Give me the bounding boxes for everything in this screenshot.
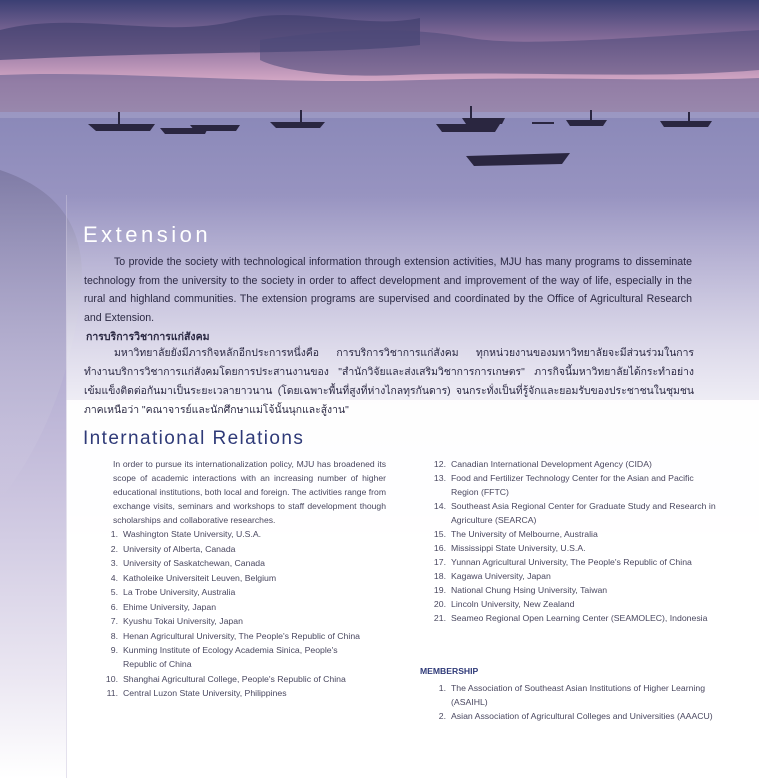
list-item-number: 1. xyxy=(110,529,118,539)
list-item xyxy=(428,611,718,625)
list-item xyxy=(100,556,370,570)
list-item xyxy=(428,681,718,709)
list-item xyxy=(428,499,718,527)
list-item xyxy=(428,471,718,499)
list-item-number: 7. xyxy=(110,616,118,626)
list-item-number: 14. xyxy=(433,501,446,511)
membership-list xyxy=(428,681,718,723)
list-item-number: 1. xyxy=(438,683,446,693)
list-item-number: 12. xyxy=(433,459,446,469)
list-item xyxy=(100,542,370,556)
list-item xyxy=(100,686,370,700)
list-item xyxy=(100,600,370,614)
list-item-name: University of Alberta, Canada xyxy=(123,543,236,554)
list-item-number: 20. xyxy=(433,599,446,609)
list-item-number: 15. xyxy=(433,529,446,539)
list-item-number: 3. xyxy=(110,558,118,568)
list-item xyxy=(428,457,718,471)
list-item-number: 18. xyxy=(433,571,446,581)
list-item-name: Seameo Regional Open Learning Center (SEAMOLEC), Indonesia xyxy=(451,613,708,623)
list-item-number: 10. xyxy=(105,673,118,684)
list-item-name: La Trobe University, Australia xyxy=(123,587,236,597)
list-item-name: Southeast Asia Regional Center for Graduate Study and Research in Agriculture (SEARCA) xyxy=(451,501,716,525)
list-item-name: Henan Agricultural University, The People's Republic of China xyxy=(123,630,360,641)
list-item-number: 17. xyxy=(433,557,446,567)
international-intro: In order to pursue its internationalization policy, MJU has broadened its scope of academic interactions with an increasing number of higher educational institutions, both local and foreign. The activities range from exchange visits, seminars and workshops to staff development though scholarships and collaborative researches. xyxy=(113,459,386,525)
list-item xyxy=(428,583,718,597)
list-item xyxy=(100,614,370,628)
list-item-name: Food and Fertilizer Technology Center for the Asian and Pacific Region (FFTC) xyxy=(451,473,694,497)
list-item-number: 6. xyxy=(110,601,118,612)
list-item xyxy=(428,527,718,541)
list-item-number: 2. xyxy=(110,543,118,554)
list-item xyxy=(100,527,370,541)
list-item-name: Washington State University, U.S.A. xyxy=(123,529,262,539)
list-item-name: National Chung Hsing University, Taiwan xyxy=(451,585,608,595)
list-item xyxy=(100,629,370,643)
membership-heading: MEMBERSHIP xyxy=(420,666,479,676)
list-item xyxy=(428,597,718,611)
partner-list-right xyxy=(428,457,718,625)
list-item-name: University of Saskatchewan, Canada xyxy=(123,558,265,568)
list-item-name: Canadian International Development Agency (CIDA) xyxy=(451,459,652,469)
list-item-name: Kagawa University, Japan xyxy=(451,571,551,581)
list-item xyxy=(428,541,718,555)
list-item-name: Central Luzon State University, Philippines xyxy=(123,688,287,698)
extension-title: Extension xyxy=(83,222,212,247)
list-item xyxy=(428,709,718,723)
list-item-name: Ehime University, Japan xyxy=(123,601,217,612)
list-item xyxy=(100,643,370,671)
list-item-name: Mississippi State University, U.S.A. xyxy=(451,543,586,553)
list-item-number: 11. xyxy=(106,688,118,698)
list-item-name: Katholeike Universiteit Leuven, Belgium xyxy=(123,572,277,583)
partner-list-left xyxy=(100,527,370,701)
international-relations-title: International Relations xyxy=(83,428,305,449)
list-item-name: Yunnan Agricultural University, The People's Republic of China xyxy=(451,557,692,567)
list-item-name: Lincoln University, New Zealand xyxy=(451,599,575,609)
list-item-number: 4. xyxy=(110,572,118,583)
list-item xyxy=(100,672,370,686)
thai-paragraph: มหาวิทยาลัยยังมีภารกิจหลักอีกประการหนึ่งคือ การบริการวิชาการแก่สังคม ทุกหน่วยงานของมหาวิทยาลัยจะมีส่วนร่วมในการทำงานบริการวิชาการแก่สังคมโดยการประสานงานของ "สำนักวิจัยและส่งเสริมวิชาการการเกษตร" ภารกิจนี้มหาวิทยาลัยได้กระทำอย่างเข้มแข็งติดต่อกันมาเป็นระยะเวลายาวนาน (โดยเฉพาะพื้นที่สูงที่ห่างไกลทุรกันดาร) จนกระทั่งเป็นที่รู้จักและยอมรับของประชาชนในชุมชนภาคเหนือว่า "คณาจารย์และนักศึกษาแม่โจ้นั้นนุกและสู้งาน" xyxy=(84,348,694,416)
list-item-name: The University of Melbourne, Australia xyxy=(451,529,598,539)
list-item-number: 16. xyxy=(433,543,446,553)
list-item-number: 9. xyxy=(110,645,118,655)
list-item-number: 21. xyxy=(433,613,446,623)
list-item xyxy=(428,555,718,569)
thai-section-heading: การบริการวิชาการแก่สังคม xyxy=(86,331,210,343)
list-item-name: Shanghai Agricultural College, People's Republic of China xyxy=(123,673,346,684)
list-item-number: 13. xyxy=(433,473,446,483)
list-item-number: 8. xyxy=(110,630,118,641)
list-item-name: Kunming Institute of Ecology Academia Sinica, People's Republic of China xyxy=(123,645,338,669)
list-item-name: The Association of Southeast Asian Institutions of Higher Learning (ASAIHL) xyxy=(451,683,706,707)
extension-paragraph: To provide the society with technological information through extension activities, MJU has many programs to disseminate technology from the university to the society in order to affect development and improvement of the way of life, especially in the rural and highland communities. The extension programs are supervised and coordinated by the Office of Agricultural Research and Extension. xyxy=(84,256,692,324)
list-item xyxy=(428,569,718,583)
list-item xyxy=(100,585,370,599)
list-item xyxy=(100,571,370,585)
list-item-number: 19. xyxy=(433,585,446,595)
list-item-number: 2. xyxy=(438,711,446,721)
list-item-name: Asian Association of Agricultural Colleges and Universities (AAACU) xyxy=(451,711,713,721)
list-item-name: Kyushu Tokai University, Japan xyxy=(123,616,243,626)
list-item-number: 5. xyxy=(110,587,118,597)
